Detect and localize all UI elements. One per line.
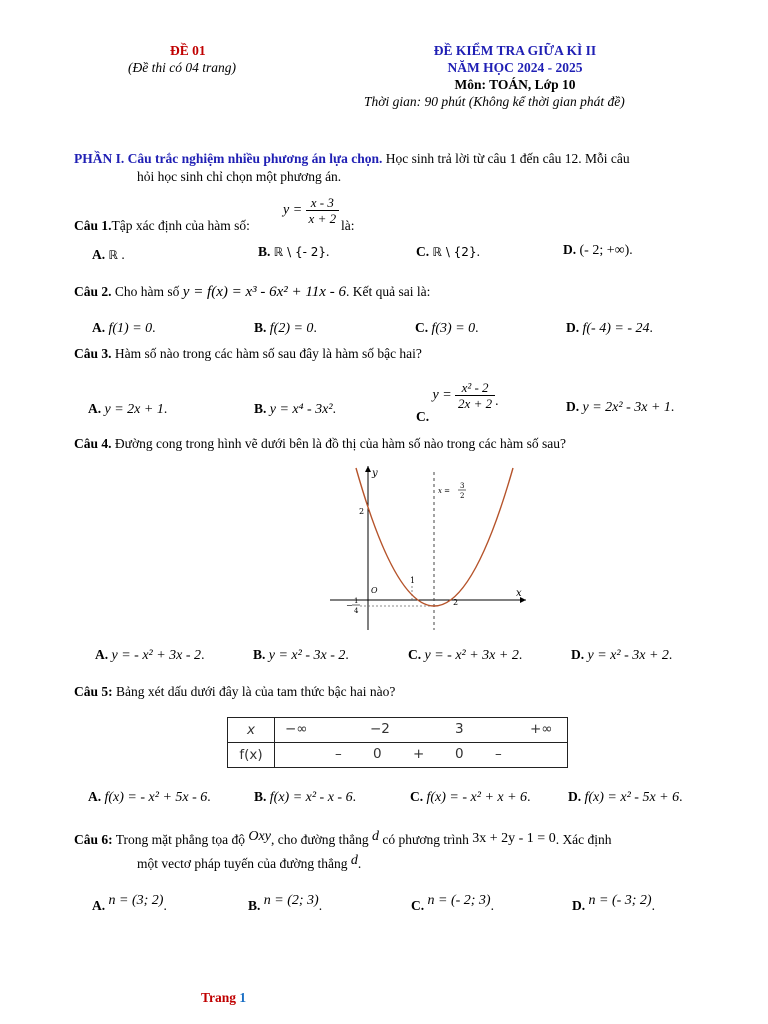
question-2-text-after: . Kết quả sai là: <box>345 284 431 299</box>
question-6-oxy: Oxy <box>248 829 271 844</box>
question-6-d2: d <box>350 853 358 868</box>
option-math: n = (2; 3) <box>263 893 319 908</box>
option-key: B. <box>248 898 261 913</box>
q2-option-d[interactable] <box>566 320 653 337</box>
option-end: . <box>352 789 356 804</box>
exam-code: ĐỀ 01 <box>170 43 206 58</box>
option-math: n = (- 2; 3) <box>427 893 491 908</box>
q3-option-a[interactable] <box>88 401 167 418</box>
point-label: 1 <box>410 576 416 585</box>
option-end: . <box>163 401 168 416</box>
option-lhs: y = <box>432 387 452 403</box>
section-instruction-cont: hỏi học sinh chỉ chọn một phương án. <box>137 169 342 184</box>
exam-year: NĂM HỌC 2024 - 2025 <box>447 60 583 75</box>
exam-title: ĐỀ KIỂM TRA GIỮA KÌ II <box>433 43 597 58</box>
option-end: . <box>313 320 317 335</box>
question-4-text: Đường cong trong hình vẽ dưới bên là đồ thị của hàm số nào trong các hàm số sau? <box>114 436 566 451</box>
option-key: B. <box>254 320 267 335</box>
option-key: A. <box>88 789 102 804</box>
option-math: ℝ <box>108 248 119 262</box>
fraction-numerator: x - 3 <box>306 195 340 211</box>
option-math: f(- 4) = - 24 <box>582 321 650 336</box>
option-end: . <box>518 647 523 662</box>
option-math: f(1) = 0 <box>108 321 153 336</box>
question-3 <box>74 346 422 362</box>
question-5-text: Bảng xét dấu dưới đây là của tam thức bậc hai nào? <box>116 684 396 699</box>
option-key: C. <box>410 789 424 804</box>
q2-option-a[interactable] <box>92 320 156 337</box>
question-6-d: d <box>372 829 380 844</box>
q6-option-d[interactable] <box>572 893 655 915</box>
sign-table-row-fx <box>228 743 568 768</box>
q3-option-d[interactable] <box>566 399 674 416</box>
option-key: B. <box>258 244 271 259</box>
page-label: Trang <box>201 990 240 1005</box>
x-axis-label: x <box>516 588 522 599</box>
question-6-label: Câu 6: <box>74 832 113 847</box>
q1-option-a[interactable] <box>92 247 125 263</box>
cell-root-2: 3 <box>455 721 464 737</box>
q6-option-a[interactable] <box>92 893 167 915</box>
cell-sign-3: – <box>495 746 502 762</box>
origin-label: O <box>371 586 378 595</box>
option-end: . <box>152 320 156 335</box>
option-math: y = x² - 3x - 2 <box>268 648 346 663</box>
question-6-equation: 3x + 2y - 1 = 0 <box>472 831 556 846</box>
option-math: f(x) = - x² + 5x - 6 <box>104 790 208 805</box>
question-1 <box>74 218 250 234</box>
question-6 <box>74 829 612 849</box>
exam-subject: Môn: TOÁN, Lớp 10 <box>454 77 576 92</box>
q4-option-d[interactable] <box>571 647 672 664</box>
question-6-line-2 <box>137 853 362 873</box>
question-3-text: Hàm số nào trong các hàm số sau đây là hàm số bậc hai? <box>114 346 422 361</box>
fraction-numerator: x² - 2 <box>455 380 495 396</box>
question-1-function <box>283 195 339 226</box>
option-key: B. <box>254 789 267 804</box>
option-end: . <box>490 898 494 913</box>
option-end: . <box>475 320 479 335</box>
option-math: f(x) = x² - 5x + 6 <box>584 790 680 805</box>
question-4 <box>74 436 566 452</box>
question-6-text-1: Trong mặt phẳng tọa độ <box>115 832 246 847</box>
cell-text: x <box>247 722 255 738</box>
option-math: f(x) = - x² + x + 6 <box>426 790 528 805</box>
question-5-label: Câu 5: <box>74 684 113 699</box>
option-end: . <box>163 898 167 913</box>
option-end: . <box>318 898 323 913</box>
fraction-denominator: x + 2 <box>308 211 337 226</box>
question-6-text-4: . Xác định <box>555 832 612 847</box>
option-math: ℝ \ {2} <box>432 245 477 259</box>
option-fraction <box>455 380 495 411</box>
option-end: . <box>527 789 531 804</box>
option-key: D. <box>571 647 585 662</box>
page-footer <box>201 990 246 1006</box>
option-key: C. <box>416 408 430 424</box>
option-math: f(3) = 0 <box>431 321 476 336</box>
question-6-line2-end: . <box>357 856 362 871</box>
option-key: B. <box>253 647 266 662</box>
option-key: D. <box>566 320 580 335</box>
question-5 <box>74 684 395 700</box>
option-end: . <box>629 242 633 257</box>
sign-table-row-x <box>228 718 568 743</box>
option-math: y = 2x² - 3x + 1 <box>582 400 671 415</box>
question-1-text-after: là: <box>341 218 355 233</box>
option-math: y = - x² + 3x - 2 <box>111 648 202 663</box>
cell-sign-2: + <box>413 746 425 762</box>
option-end: . <box>326 244 330 259</box>
y-axis-arrow <box>365 466 371 472</box>
option-end: . <box>668 647 673 662</box>
option-math: f(2) = 0 <box>269 321 314 336</box>
sign-table-values-x <box>275 718 568 743</box>
option-key: D. <box>568 789 582 804</box>
option-end: . <box>118 247 125 262</box>
q4-option-a[interactable] <box>95 647 204 664</box>
question-2-label: Câu 2. <box>74 284 112 299</box>
option-key: A. <box>88 401 102 416</box>
question-3-label: Câu 3. <box>74 346 112 361</box>
option-end: . <box>345 647 349 662</box>
sign-table <box>227 717 568 768</box>
q6-option-c[interactable] <box>411 893 494 915</box>
cell-text: f(x) <box>239 747 263 763</box>
y-axis-label: y <box>372 468 378 479</box>
section-label: PHẦN I. Câu trắc nghiệm nhiều phương án lựa chọn. <box>74 151 383 166</box>
sign-table-head-fx <box>228 743 275 768</box>
cell-zero-1: 0 <box>373 746 382 762</box>
option-math: y = - x² + 3x + 2 <box>424 648 519 663</box>
y-tick-label: 2 <box>359 507 365 516</box>
symmetry-denominator: 2 <box>460 492 465 500</box>
option-key: A. <box>92 247 106 262</box>
option-key: D. <box>566 399 580 414</box>
option-math: n = (3; 2) <box>108 893 164 908</box>
q2-option-c[interactable] <box>415 320 479 337</box>
option-key: D. <box>572 898 586 913</box>
option-key: A. <box>95 647 109 662</box>
q4-option-c[interactable] <box>408 647 522 664</box>
option-end: . <box>651 898 655 913</box>
q4-option-b[interactable] <box>253 647 349 664</box>
function-lhs: y = <box>283 202 303 218</box>
exam-time: Thời gian: 90 phút (Không kể thời gian phát đề) <box>364 94 625 109</box>
option-key: A. <box>92 898 106 913</box>
question-6-line2-text: một vectơ pháp tuyến của đường thẳng <box>137 856 348 871</box>
option-end: . <box>332 401 336 416</box>
option-end: . <box>670 399 675 414</box>
cell-pos-inf: +∞ <box>530 721 553 737</box>
question-4-label: Câu 4. <box>74 436 112 451</box>
option-math: n = (- 3; 2) <box>588 893 652 908</box>
option-end: . <box>207 789 211 804</box>
q5-option-c[interactable] <box>410 789 530 806</box>
question-1-text: Tập xác định của hàm số: <box>111 218 250 233</box>
q6-option-b[interactable] <box>248 893 323 915</box>
parabola-curve <box>356 468 513 606</box>
symmetry-eq: x = <box>438 487 451 495</box>
cell-sign-1: – <box>335 746 342 762</box>
q5-option-a[interactable] <box>88 789 211 806</box>
pages-note: (Đề thi có 04 trang) <box>128 60 236 75</box>
q5-option-b[interactable] <box>254 789 356 806</box>
page-number: 1 <box>239 990 247 1005</box>
sign-table-values-fx <box>275 743 568 768</box>
question-2-function: y = f(x) = x³ - 6x² + 11x - 6 <box>182 284 346 300</box>
q2-option-b[interactable] <box>254 320 317 337</box>
question-6-text-3: có phương trình <box>382 832 469 847</box>
question-2-text: Cho hàm số <box>114 284 180 299</box>
parabola-graph <box>330 462 530 632</box>
cell-zero-2: 0 <box>455 746 464 762</box>
option-math: y = 2x + 1 <box>104 402 164 417</box>
vertex-y-denominator: 4 <box>354 607 359 615</box>
option-key: C. <box>408 647 422 662</box>
question-6-text-2: , cho đường thẳng <box>270 832 369 847</box>
option-end: . <box>495 392 499 408</box>
vertex-y-minus: − <box>346 601 353 610</box>
vertex-y-numerator: 1 <box>354 597 359 605</box>
symmetry-numerator: 3 <box>460 482 465 490</box>
question-1-label: Câu 1. <box>74 218 112 233</box>
q1-option-b[interactable] <box>258 244 329 260</box>
option-end: . <box>679 789 683 804</box>
section-instruction: Học sinh trả lời từ câu 1 đến câu 12. Mỗi câu <box>382 151 630 166</box>
option-end: . <box>649 320 653 335</box>
q3-option-b[interactable] <box>254 401 336 418</box>
q3-option-c[interactable] <box>416 380 499 424</box>
option-math: (- 2; +∞) <box>579 243 630 258</box>
option-key: A. <box>92 320 106 335</box>
option-end: . <box>201 647 205 662</box>
option-key: C. <box>411 898 425 913</box>
section-heading <box>74 151 630 167</box>
sign-table-head-x <box>228 718 275 743</box>
option-key: D. <box>563 242 577 257</box>
option-key: C. <box>415 320 429 335</box>
q1-option-c[interactable] <box>416 244 480 260</box>
question-2 <box>74 284 430 301</box>
option-math: f(x) = x² - x - 6 <box>269 790 353 805</box>
cell-neg-inf: −∞ <box>285 721 308 737</box>
option-key: B. <box>254 401 267 416</box>
function-fraction <box>306 195 340 226</box>
option-math: y = x⁴ - 3x² <box>269 402 333 417</box>
q1-option-d[interactable] <box>563 242 633 259</box>
q5-option-d[interactable] <box>568 789 682 806</box>
cell-root-1: −2 <box>370 721 390 737</box>
option-math: y = x² - 3x + 2 <box>587 648 669 663</box>
fraction-denominator: 2x + 2 <box>458 396 493 411</box>
option-end: . <box>476 244 480 259</box>
x-tick-label: 2 <box>453 598 459 607</box>
option-key: C. <box>416 244 430 259</box>
option-math: ℝ \ {- 2} <box>273 245 326 259</box>
